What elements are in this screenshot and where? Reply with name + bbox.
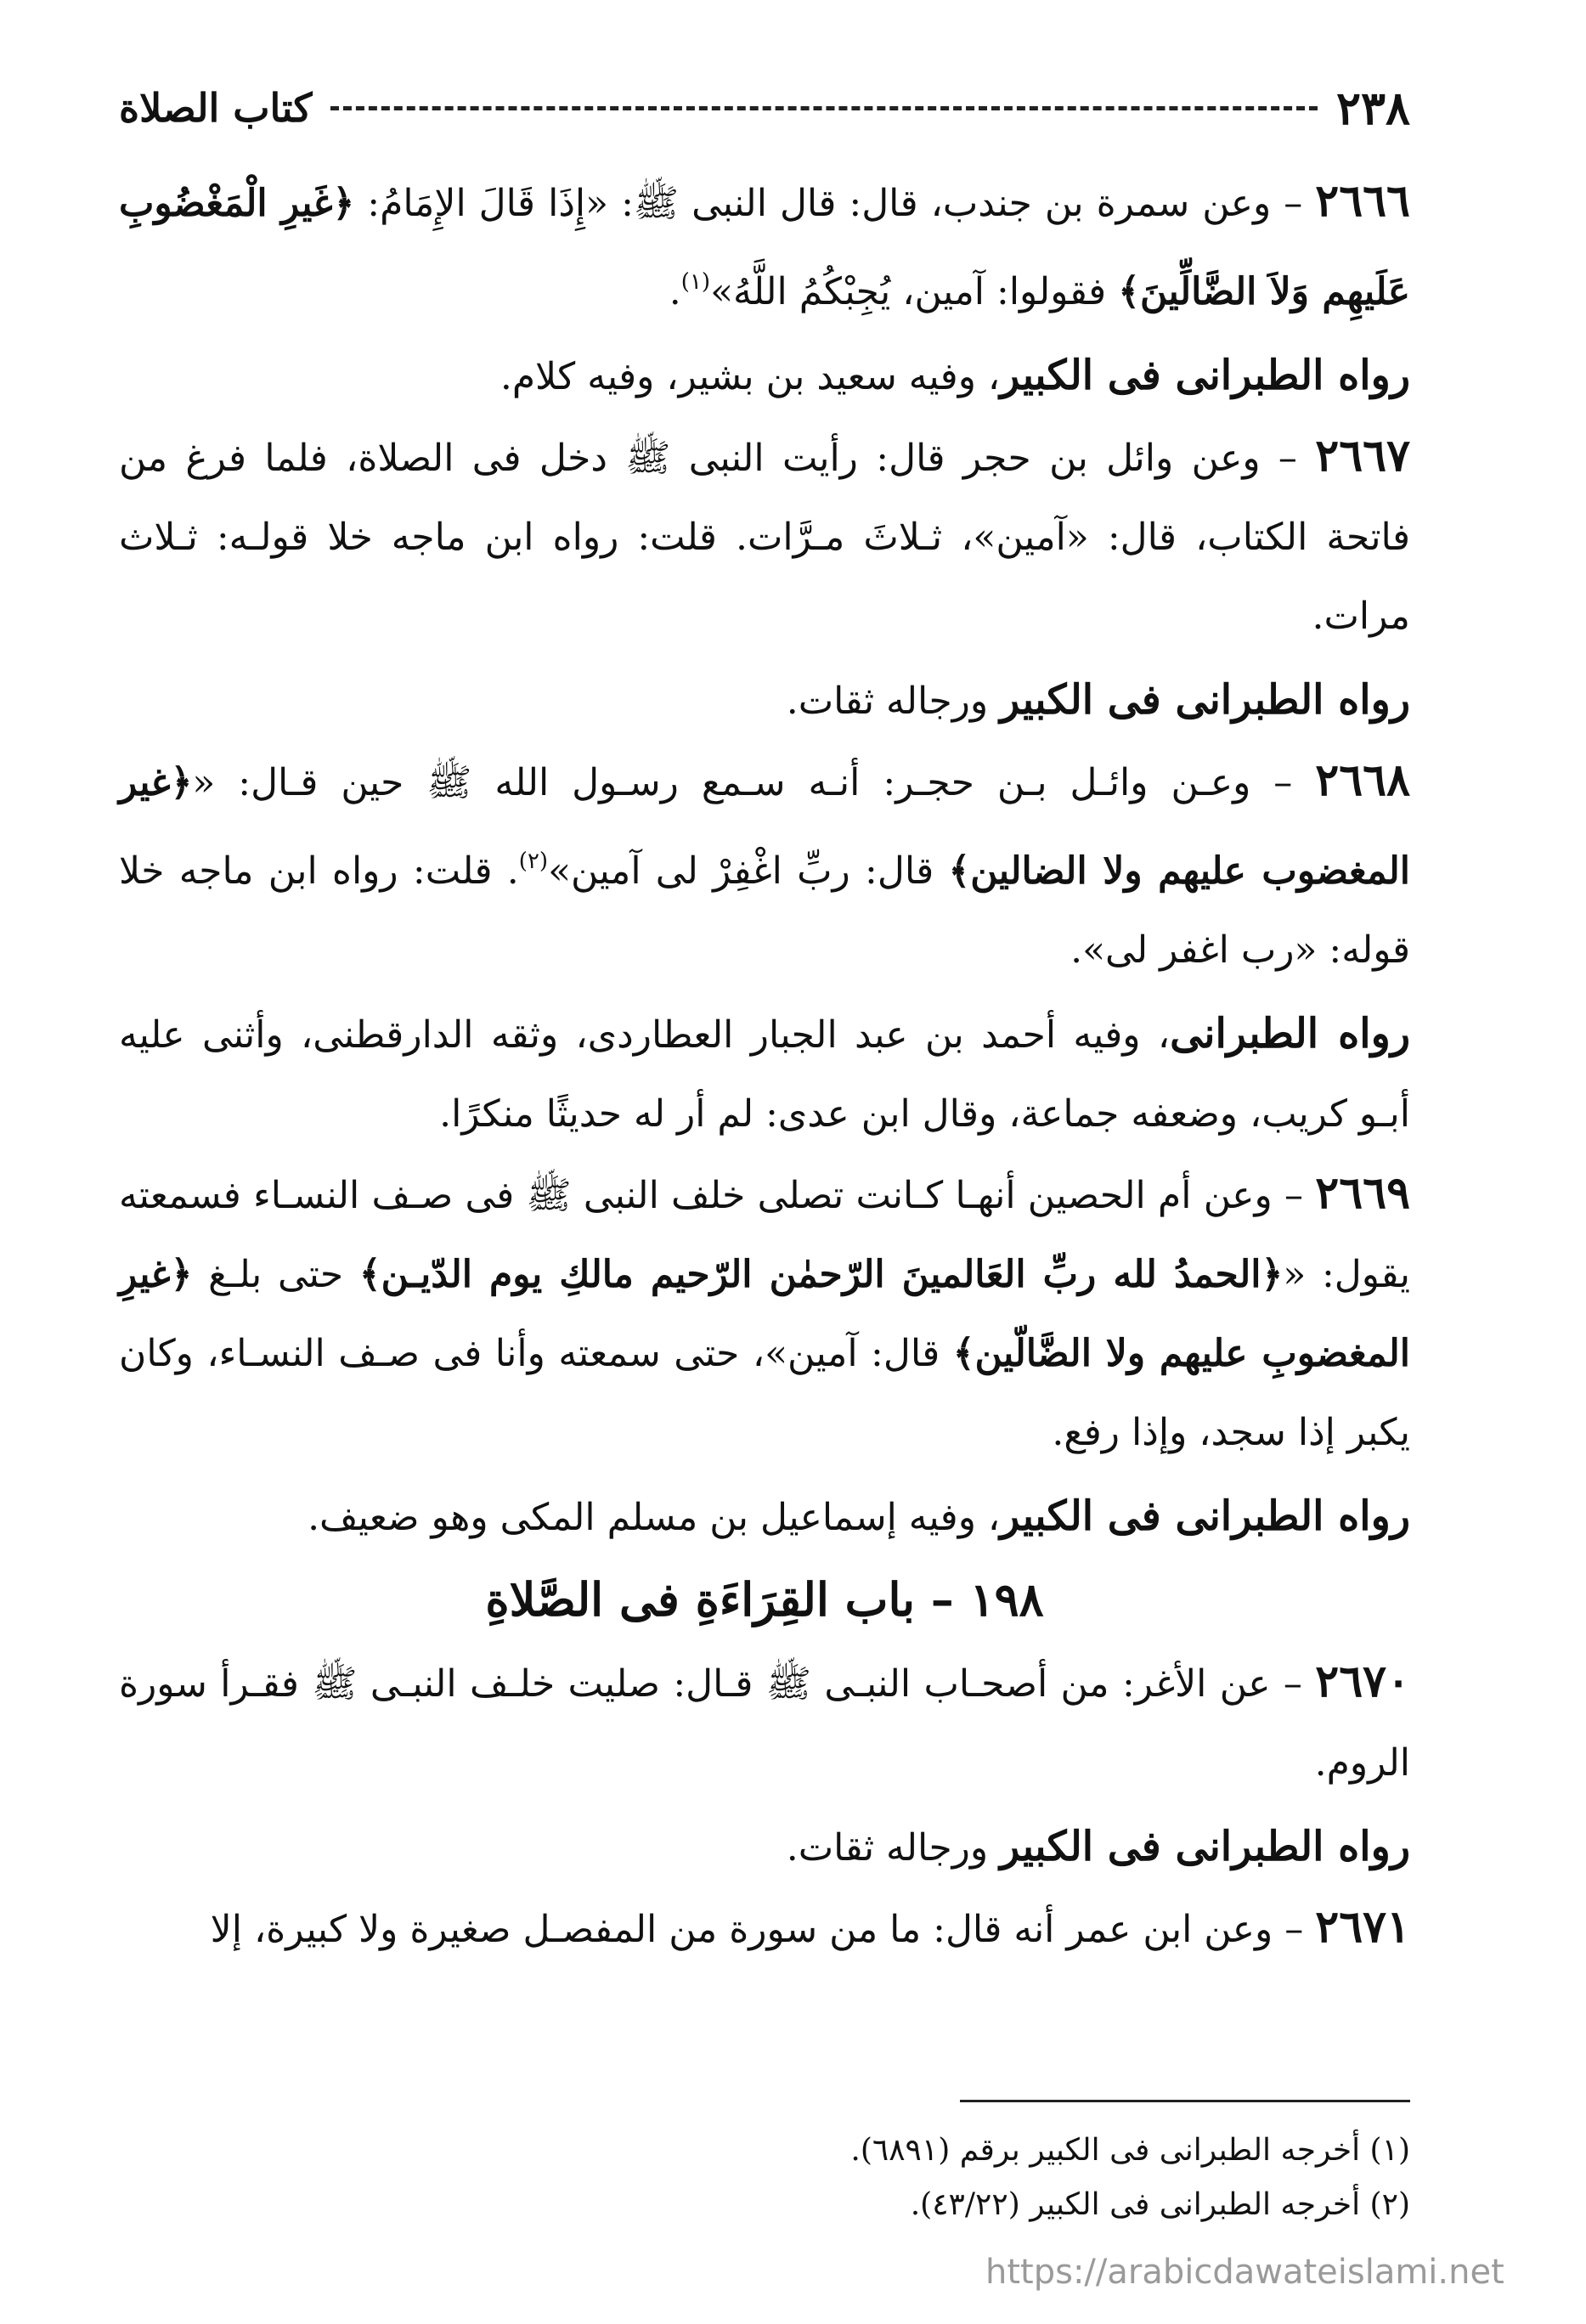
footnote-ref: (٢): [518, 849, 549, 874]
source-bold: رواه الطبرانى فى الكبير: [1000, 676, 1410, 724]
source-note: [119, 1477, 1410, 1557]
book-title: كتاب الصلاة: [119, 85, 313, 131]
footnote-ref: (١): [680, 269, 711, 295]
hadith-number: ٢٦٦٧: [1315, 430, 1410, 482]
hadith-2671: [119, 1887, 1410, 1969]
watermark-url: https://arabicdawateislami.net: [985, 2253, 1504, 2292]
source-rest: ، وفيه سعيد بن بشير، وفيه كلام.: [500, 355, 1001, 398]
footnotes: [119, 2124, 1410, 2232]
hadith-text: فقولوا: آمين، يُجِبْكُمُ اللَّهُ»: [710, 270, 1119, 313]
hadith-2666: [119, 161, 1410, 331]
hadith-text: قال: آمين»، حتى سمعته وأنا فى صـف النسـاء، وكان يكبر إذا سجد، وإذا رفع.: [119, 1332, 1410, 1454]
source-bold: رواه الطبرانى فى الكبير: [1000, 352, 1410, 399]
hadith-number: ٢٦٧٠: [1315, 1656, 1410, 1707]
hadith-number: ٢٦٦٨: [1315, 754, 1410, 806]
hadith-text: – وعـن وائـل بـن حجـر: أنـه سـمع رسـول الله ﷺ حين قـال: «: [192, 761, 1316, 804]
quran-quote: ﴿الحمدُ لله ربِّ العَالمينَ الرّحمٰن الرّحيم مالكِ يوم الدّيـن﴾: [358, 1253, 1284, 1296]
hadith-text: – وعن ابن عمر أنه قال: ما من سورة من المفصـل صغيرة ولا كبيرة، إلا: [210, 1908, 1316, 1951]
hadith-2668: [119, 741, 1410, 990]
hadith-2670: [119, 1642, 1410, 1802]
source-bold: رواه الطبرانى فى الكبير: [1000, 1823, 1410, 1870]
source-rest: ورجاله ثقات.: [786, 680, 1001, 723]
footnote-2: (٢) أخرجه الطبرانى فى الكبير (٤٣/٢٢).: [910, 2187, 1410, 2222]
quran-quote: ﴿غَيرِ الْمَغْضُوبِ عَلَيهِم وَلاَ الضَّالِّينَ﴾: [119, 182, 1410, 313]
footnote-separator: [960, 2100, 1410, 2102]
source-rest: ورجاله ثقات.: [786, 1826, 1001, 1870]
page-header: [119, 78, 1410, 138]
source-rest: ، وفيه أحمد بن عبد الجبار العطاردى، وثقه الدارقطنى، وأثنى عليه أبـو كريب، وضعفه جماعة، وقال ابن عدى: لم أر له حديثًا منكرًا.: [119, 1013, 1410, 1136]
page-number: ٢٣٨: [1335, 81, 1410, 135]
chapter-heading: ١٩٨ – باب القِرَاءَةِ فى الصَّلاةِ: [485, 1572, 1044, 1627]
footnote-1: (١) أخرجه الطبرانى فى الكبير برقم (٦٨٩١).: [850, 2133, 1410, 2168]
quran-quote: ﴿غير المغضوب عليهم ولا الضالين﴾: [119, 761, 1410, 893]
header-dashed-rule: [330, 106, 1318, 110]
hadith-text: .: [669, 270, 681, 313]
hadith-number: ٢٦٧١: [1315, 1901, 1410, 1953]
source-note: [119, 336, 1410, 416]
source-note: [119, 995, 1410, 1154]
main-text: [119, 161, 1410, 1969]
hadith-number: ٢٦٦٦: [1315, 175, 1410, 227]
source-rest: ، وفيه إسماعيل بن مسلم المكى وهو ضعيف.: [308, 1496, 1001, 1539]
hadith-text: – وعن أم الحصين أنهـا كـانت تصلى خلف النبى ﷺ فى صـف النسـاء فسمعته يقول: «: [119, 1174, 1410, 1296]
hadith-text: قال: ربِّ اغْفِرْ لى آمين»: [548, 849, 949, 893]
hadith-text: – عن الأغر: من أصحـاب النبـى ﷺ قـال: صليت خلـف النبـى ﷺ فقـرأ سورة الروم.: [119, 1662, 1410, 1785]
source-bold: رواه الطبرانى: [1170, 1010, 1410, 1058]
source-note: [119, 661, 1410, 741]
source-note: [119, 1808, 1410, 1887]
hadith-text: . قلت: رواه ابن ماجه خلا قوله: «رب اغفر لى».: [119, 849, 1410, 972]
source-bold: رواه الطبرانى فى الكبير: [1000, 1492, 1410, 1540]
hadith-2667: [119, 416, 1410, 656]
hadith-text: – وعن وائل بن حجر قال: رأيت النبى ﷺ دخل فى الصلاة، فلما فرغ من فاتحة الكتاب، قال: «آمين»، ثـلاثَ مـرَّات. قلت: رواه ابن ماجه خلا قولـه: ثـلاث مرات.: [119, 437, 1410, 638]
hadith-number: ٢٦٦٩: [1315, 1167, 1410, 1219]
hadith-text: حتى بلـغ: [192, 1253, 359, 1296]
quran-quote: ﴿غيرِ المغضوبِ عليهم ولا الضَّالّين﴾: [119, 1253, 1410, 1375]
hadith-2669: [119, 1154, 1410, 1472]
hadith-text: – وعن سمرة بن جندب، قال: قال النبى ﷺ: «إِذَا قَالَ الإِمَامُ:: [354, 182, 1316, 225]
